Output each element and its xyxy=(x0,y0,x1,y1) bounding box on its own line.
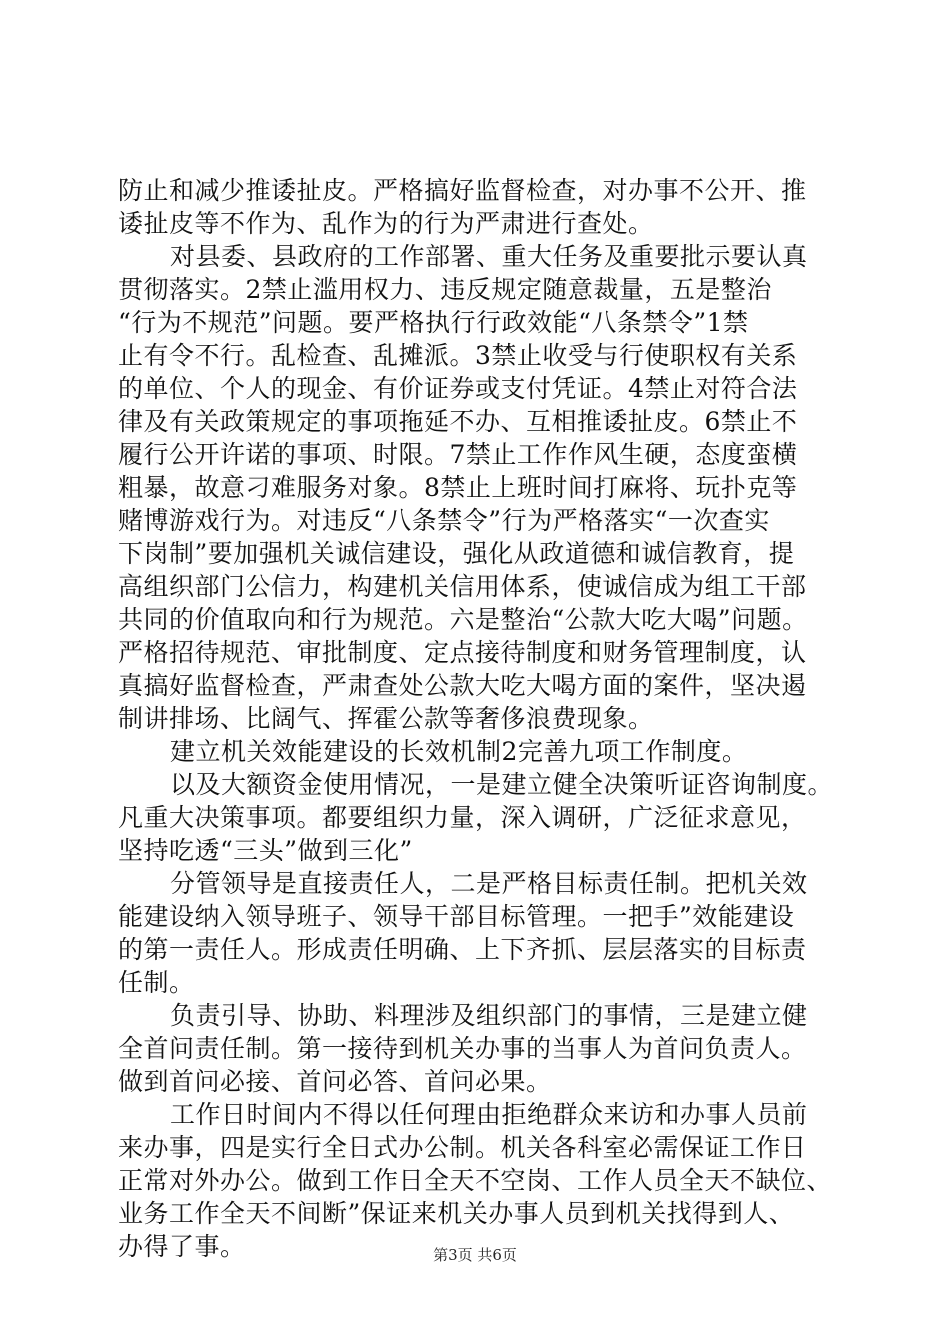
text-line: 防止和减少推诿扯皮。严格搞好监督检查，对办事不公开、推 xyxy=(118,176,807,205)
text-line: 能建设纳入领导班子、领导干部目标管理。一把手”效能建设 xyxy=(118,902,795,931)
text-line: 粗暴，故意刁难服务对象。8禁止上班时间打麻将、玩扑克等 xyxy=(118,473,798,502)
text-line: 的单位、个人的现金、有价证券或支付凭证。4禁止对符合法 xyxy=(118,374,798,403)
text-line: 律及有关政策规定的事项拖延不办、互相推诿扯皮。6禁止不 xyxy=(118,407,798,436)
text-line: 来办事，四是实行全日式办公制。机关各科室必需保证工作日 xyxy=(118,1133,807,1162)
text-line: 严格招待规范、审批制度、定点接待制度和财务管理制度，认 xyxy=(118,638,807,667)
page-footer: 第3页 共6页 xyxy=(433,1246,517,1264)
text-line: 负责引导、协助、料理涉及组织部门的事情，三是建立健 xyxy=(170,1001,808,1030)
text-line: 办得了事。 xyxy=(118,1232,246,1261)
text-line: 下岗制”要加强机关诚信建设，强化从政道德和诚信教育，提 xyxy=(118,539,795,568)
text-line: “行为不规范”问题。要严格执行行政效能“八条禁令”1禁 xyxy=(118,308,749,337)
text-line: 全首问责任制。第一接待到机关办事的当事人为首问负责人。 xyxy=(118,1034,807,1063)
text-line: 真搞好监督检查，严肃查处公款大吃大喝方面的案件，坚决遏 xyxy=(118,671,807,700)
text-line: 工作日时间内不得以任何理由拒绝群众来访和办事人员前 xyxy=(170,1100,808,1129)
text-line: 对县委、县政府的工作部署、重大任务及重要批示要认真 xyxy=(170,242,808,271)
text-line: 建立机关效能建设的长效机制2完善九项工作制度。 xyxy=(170,737,748,766)
text-line: 的第一责任人。形成责任明确、上下齐抓、层层落实的目标责 xyxy=(118,935,807,964)
text-line: 诿扯皮等不作为、乱作为的行为严肃进行查处。 xyxy=(118,209,654,238)
text-line: 凡重大决策事项。都要组织力量，深入调研，广泛征求意见， xyxy=(118,803,807,832)
text-line: 共同的价值取向和行为规范。六是整治“公款大吃大喝”问题。 xyxy=(118,605,808,634)
text-line: 履行公开许诺的事项、时限。7禁止工作作风生硬，态度蛮横 xyxy=(118,440,798,469)
text-line: 止有令不行。乱检查、乱摊派。3禁止收受与行使职权有关系 xyxy=(118,341,798,370)
text-line: 做到首问必接、首问必答、首问必果。 xyxy=(118,1067,552,1096)
text-line: 贯彻落实。2禁止滥用权力、违反规定随意裁量，五是整治 xyxy=(118,275,772,304)
text-line: 正常对外办公。做到工作日全天不空岗、工作人员全天不缺位、 xyxy=(118,1166,833,1195)
text-line: 任制。 xyxy=(118,968,195,997)
text-line: 制讲排场、比阔气、挥霍公款等奢侈浪费现象。 xyxy=(118,704,654,733)
text-line: 以及大额资金使用情况，一是建立健全决策听证咨询制度。 xyxy=(170,770,834,799)
text-line: 高组织部门公信力，构建机关信用体系，使诚信成为组工干部 xyxy=(118,572,807,601)
text-line: 赌博游戏行为。对违反“八条禁令”行为严格落实“一次查实 xyxy=(118,506,770,535)
text-line: 坚持吃透“三头”做到三化” xyxy=(118,836,413,865)
text-line: 业务工作全天不间断”保证来机关办事人员到机关找得到人、 xyxy=(118,1199,795,1228)
text-line: 分管领导是直接责任人，二是严格目标责任制。把机关效 xyxy=(170,869,808,898)
